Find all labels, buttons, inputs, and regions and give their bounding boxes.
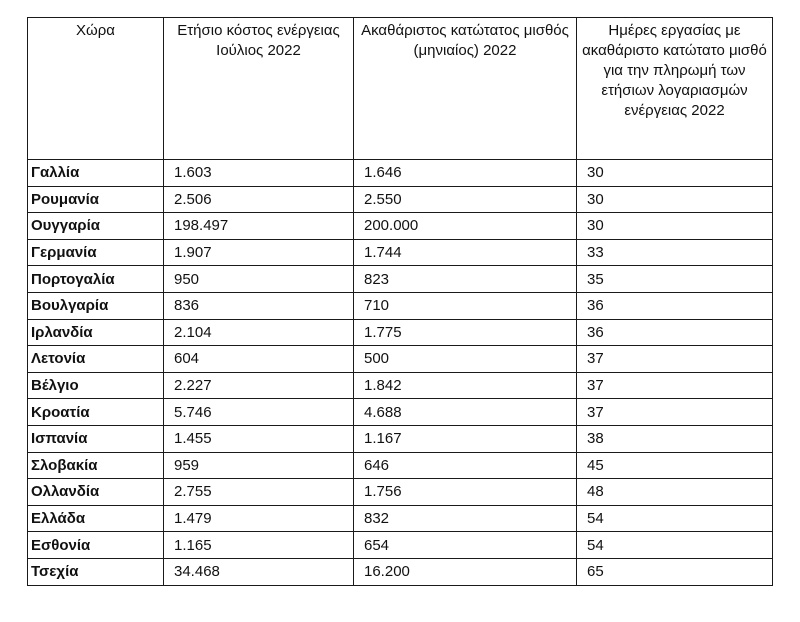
table-row: [28, 319, 773, 346]
table-body: [28, 160, 773, 586]
energy-cost-table: [27, 17, 773, 586]
country-cell: Βουλγαρία: [28, 292, 164, 319]
country-cell: Ισπανία: [28, 425, 164, 452]
work-days-cell: 30: [577, 213, 773, 240]
energy-cost-cell: 1.603: [164, 160, 354, 187]
energy-cost-cell: 1.455: [164, 425, 354, 452]
country-cell: Ουγγαρία: [28, 213, 164, 240]
table-row: [28, 399, 773, 426]
country-cell: Ολλανδία: [28, 479, 164, 506]
energy-cost-cell: 2.506: [164, 186, 354, 213]
minimum-wage-cell: 1.744: [354, 239, 577, 266]
energy-cost-cell: 2.227: [164, 372, 354, 399]
work-days-cell: 36: [577, 292, 773, 319]
table-row: [28, 452, 773, 479]
work-days-cell: 30: [577, 186, 773, 213]
country-cell: Κροατία: [28, 399, 164, 426]
country-cell: Γερμανία: [28, 239, 164, 266]
table-row: [28, 532, 773, 559]
country-cell: Πορτογαλία: [28, 266, 164, 293]
table-row: [28, 186, 773, 213]
energy-cost-cell: 604: [164, 346, 354, 373]
minimum-wage-cell: 1.775: [354, 319, 577, 346]
country-cell: Τσεχία: [28, 558, 164, 585]
header-country: Χώρα: [28, 18, 164, 160]
minimum-wage-cell: 1.842: [354, 372, 577, 399]
country-cell: Ελλάδα: [28, 505, 164, 532]
country-cell: Ρουμανία: [28, 186, 164, 213]
energy-cost-cell: 198.497: [164, 213, 354, 240]
energy-cost-cell: 1.907: [164, 239, 354, 266]
energy-cost-cell: 1.479: [164, 505, 354, 532]
energy-cost-cell: 2.104: [164, 319, 354, 346]
minimum-wage-cell: 500: [354, 346, 577, 373]
header-work-days: Ημέρες εργασίας με ακαθάριστο κατώτατο μισθό για την πληρωμή των ετήσιων λογαριασμών ενέργειας 2022: [577, 18, 773, 160]
energy-cost-cell: 1.165: [164, 532, 354, 559]
table-row: [28, 213, 773, 240]
table-row: [28, 160, 773, 187]
energy-cost-cell: 2.755: [164, 479, 354, 506]
country-cell: Εσθονία: [28, 532, 164, 559]
work-days-cell: 37: [577, 372, 773, 399]
minimum-wage-cell: 2.550: [354, 186, 577, 213]
work-days-cell: 33: [577, 239, 773, 266]
energy-cost-cell: 959: [164, 452, 354, 479]
minimum-wage-cell: 4.688: [354, 399, 577, 426]
minimum-wage-cell: 832: [354, 505, 577, 532]
work-days-cell: 38: [577, 425, 773, 452]
work-days-cell: 30: [577, 160, 773, 187]
table-row: [28, 346, 773, 373]
work-days-cell: 65: [577, 558, 773, 585]
country-cell: Βέλγιο: [28, 372, 164, 399]
minimum-wage-cell: 1.646: [354, 160, 577, 187]
table-row: [28, 425, 773, 452]
country-cell: Ιρλανδία: [28, 319, 164, 346]
minimum-wage-cell: 16.200: [354, 558, 577, 585]
country-cell: Γαλλία: [28, 160, 164, 187]
header-gross-minimum-wage: Ακαθάριστος κατώτατος μισθός (μηνιαίος) 2022: [354, 18, 577, 160]
work-days-cell: 35: [577, 266, 773, 293]
work-days-cell: 37: [577, 399, 773, 426]
minimum-wage-cell: 710: [354, 292, 577, 319]
minimum-wage-cell: 654: [354, 532, 577, 559]
work-days-cell: 54: [577, 505, 773, 532]
minimum-wage-cell: 646: [354, 452, 577, 479]
table-row: [28, 292, 773, 319]
table-row: [28, 558, 773, 585]
table-row: [28, 372, 773, 399]
work-days-cell: 37: [577, 346, 773, 373]
header-annual-energy-cost: Ετήσιο κόστος ενέργειας Ιούλιος 2022: [164, 18, 354, 160]
minimum-wage-cell: 823: [354, 266, 577, 293]
work-days-cell: 45: [577, 452, 773, 479]
country-cell: Λετονία: [28, 346, 164, 373]
energy-cost-cell: 34.468: [164, 558, 354, 585]
header-row: [28, 18, 773, 160]
energy-cost-cell: 836: [164, 292, 354, 319]
energy-cost-cell: 5.746: [164, 399, 354, 426]
table-row: [28, 266, 773, 293]
energy-cost-cell: 950: [164, 266, 354, 293]
work-days-cell: 36: [577, 319, 773, 346]
minimum-wage-cell: 200.000: [354, 213, 577, 240]
minimum-wage-cell: 1.756: [354, 479, 577, 506]
work-days-cell: 54: [577, 532, 773, 559]
table-row: [28, 505, 773, 532]
country-cell: Σλοβακία: [28, 452, 164, 479]
table-row: [28, 239, 773, 266]
work-days-cell: 48: [577, 479, 773, 506]
table-row: [28, 479, 773, 506]
minimum-wage-cell: 1.167: [354, 425, 577, 452]
